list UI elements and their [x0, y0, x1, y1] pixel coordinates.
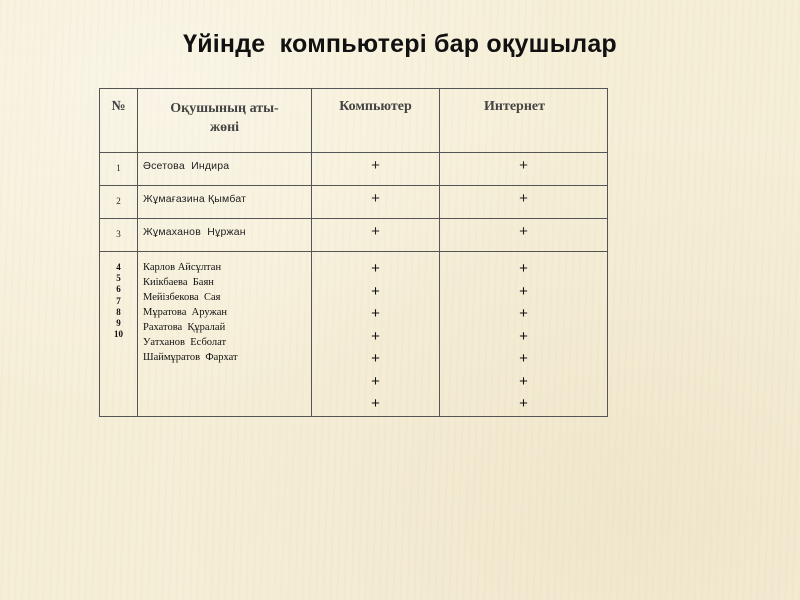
group-computer-mark: +: [371, 305, 380, 322]
group-name: Рахатова Құралай: [143, 322, 226, 333]
group-computer-mark: +: [371, 327, 380, 345]
group-num: 9: [116, 317, 121, 328]
group-internet-mark: +: [519, 282, 528, 300]
group-nums: [100, 252, 138, 417]
row-name: Әсетова Индира: [138, 153, 312, 186]
row-computer-mark: +: [312, 186, 440, 219]
row-name: Жұмаханов Нұржан: [138, 219, 312, 252]
group-name: Шаймұратов Фархат: [143, 352, 238, 363]
header-computer: Компьютер: [312, 89, 440, 153]
group-internet-mark: +: [519, 395, 528, 412]
table-row: [100, 219, 608, 252]
header-name-line1: Оқушының аты-: [170, 101, 279, 116]
row-num: 2: [100, 186, 138, 219]
header-num: №: [100, 89, 138, 153]
group-computer-marks: [312, 252, 440, 417]
group-num: 10: [114, 329, 123, 340]
group-name: Мейізбекова Сая: [143, 292, 221, 303]
header-internet: Интернет: [440, 89, 608, 153]
group-name: Мұратова Аружан: [143, 307, 227, 318]
row-computer-mark: +: [312, 153, 440, 186]
table-row: [100, 153, 608, 186]
group-num: 8: [116, 306, 121, 317]
row-internet-mark: +: [440, 153, 608, 186]
group-name: Уатханов Есболат: [143, 337, 227, 348]
group-computer-mark: +: [371, 260, 380, 277]
row-num: 1: [100, 153, 138, 186]
page-title: Үйінде компьютері бар оқушылар: [183, 30, 617, 58]
row-internet-mark: +: [440, 219, 608, 252]
group-internet-mark: +: [519, 372, 528, 390]
group-internet-marks: [440, 252, 608, 417]
group-computer-mark: +: [371, 395, 380, 412]
header-name: [138, 89, 312, 153]
row-internet-mark: +: [440, 186, 608, 219]
row-computer-mark: +: [312, 219, 440, 252]
group-num: 5: [116, 273, 121, 284]
group-internet-mark: +: [519, 305, 528, 322]
group-computer-mark: +: [371, 372, 380, 390]
row-num: 3: [100, 219, 138, 252]
group-internet-mark: +: [519, 327, 528, 345]
group-internet-mark: +: [519, 350, 528, 367]
group-names: [138, 252, 312, 417]
group-computer-mark: +: [371, 350, 380, 367]
group-internet-mark: +: [519, 260, 528, 277]
table-row: [100, 186, 608, 219]
group-name: Киікбаева Баян: [143, 277, 214, 288]
row-name: Жұмағазина Қымбат: [138, 186, 312, 219]
group-name: Карлов Айсұлтан: [143, 262, 222, 273]
table-row-group: [100, 252, 608, 417]
group-num: 6: [116, 284, 121, 295]
header-name-line2: жөні: [209, 120, 240, 135]
group-num: 4: [116, 262, 121, 272]
students-table: [99, 88, 608, 417]
table-header-row: [100, 89, 608, 153]
group-num: 7: [116, 295, 121, 306]
group-computer-mark: +: [371, 282, 380, 300]
